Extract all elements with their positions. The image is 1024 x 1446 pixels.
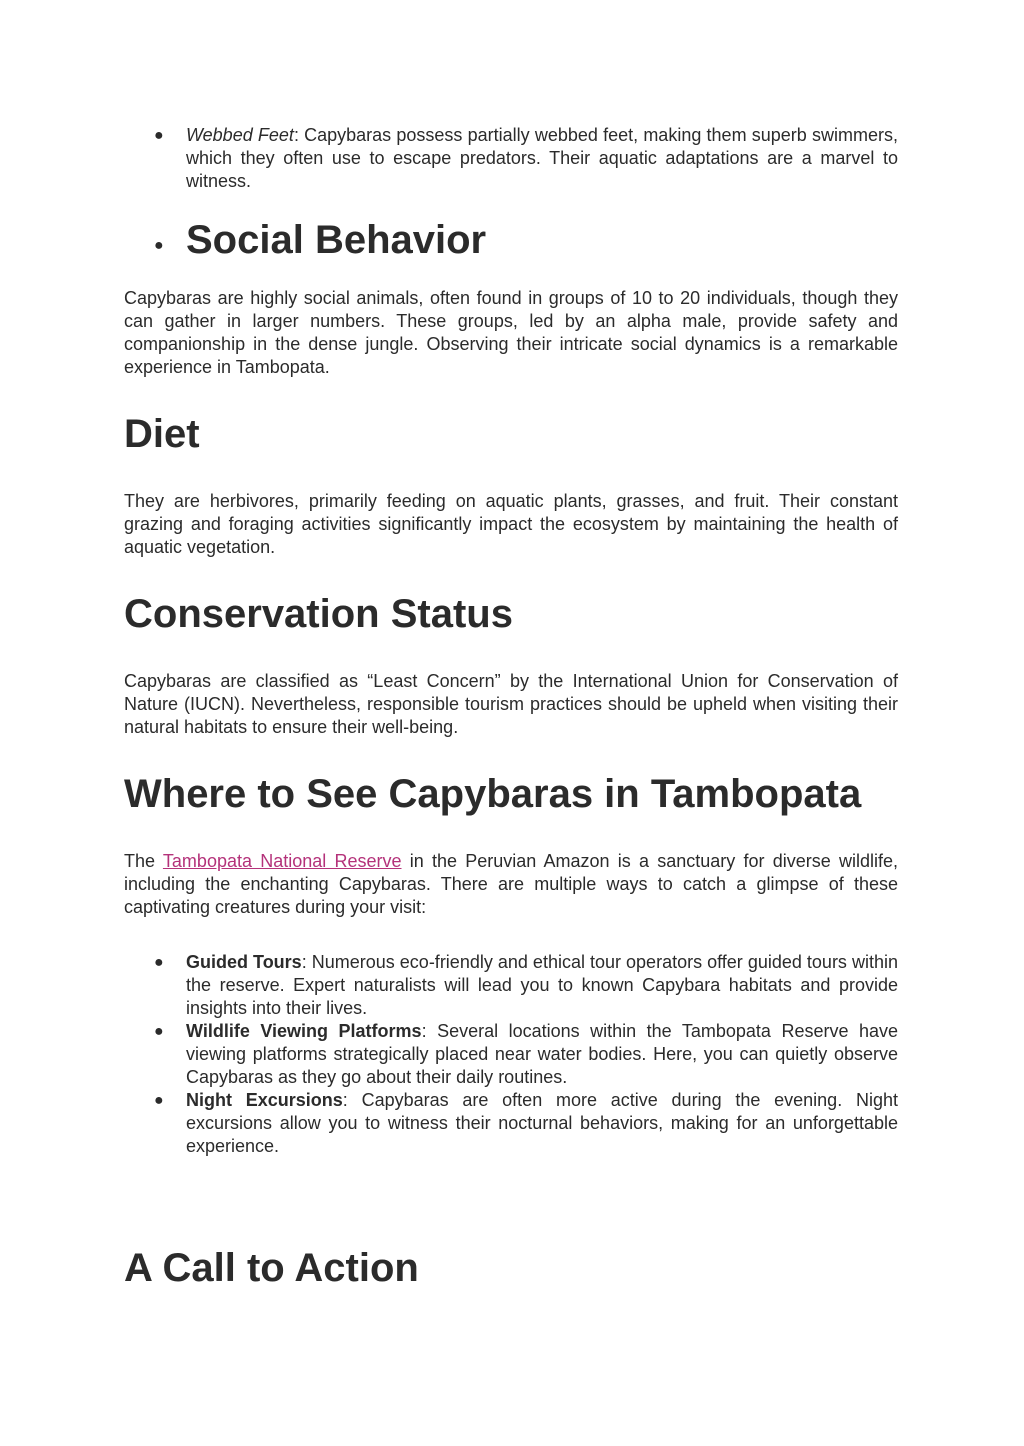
webbed-feet-list — [124, 124, 898, 193]
where-heading: Where to See Capybaras in Tambopata — [124, 772, 862, 816]
item-term: Wildlife Viewing Platforms — [186, 1021, 422, 1041]
conservation-heading: Conservation Status — [124, 592, 513, 636]
list-item — [124, 124, 898, 193]
list-item — [124, 1020, 898, 1089]
diet-body: They are herbivores, primarily feeding on aquatic plants, grasses, and fruit. Their constant grazing and foraging activities significantly impact the ecosystem by maintaining the health of aquatic vegetation. — [124, 491, 898, 557]
bullet-icon: ● — [154, 127, 164, 144]
tambopata-reserve-link[interactable]: Tambopata National Reserve — [162, 851, 402, 871]
item-term: Night Excursions — [186, 1090, 343, 1110]
where-intro — [124, 850, 898, 919]
social-behavior-heading: Social Behavior — [186, 218, 487, 262]
bullet-icon: ● — [154, 954, 164, 971]
where-list — [124, 951, 898, 1158]
conservation-body: Capybaras are classified as “Least Concern” by the International Union for Conservation of Nature (IUCN). Nevertheless, responsible tourism practices should be upheld when visiting their natural habitats to ensure their well-being. — [124, 671, 898, 737]
item-term: Guided Tours — [186, 952, 302, 972]
list-item — [124, 951, 898, 1020]
webbed-feet-term: Webbed Feet — [186, 125, 294, 145]
bullet-icon: ● — [154, 1023, 164, 1040]
item-text: : Capybaras are often more active during the evening. Night excursions allow you to witness their nocturnal behaviors, making for an unforgettable experience. — [186, 1090, 898, 1156]
where-intro-before: The — [124, 851, 163, 871]
item-text: : Numerous eco-friendly and ethical tour operators offer guided tours within the reserve. Expert naturalists will lead you to known Capybara habitats and provide insights into their lives. — [186, 952, 898, 1018]
social-behavior-body: Capybaras are highly social animals, often found in groups of 10 to 20 individuals, though they can gather in larger numbers. These groups, led by an alpha male, provide safety and companionship in the dense jungle. Observing their intricate social dynamics is a remarkable experience in Tambopata. — [124, 288, 898, 377]
list-item — [124, 1089, 898, 1158]
diet-heading: Diet — [124, 412, 200, 456]
where-intro-after: in the Peruvian Amazon is a sanctuary for diverse wildlife, including the enchanting Capybaras. There are multiple ways to catch a glimpse of these captivating creatures during your visit: — [124, 851, 898, 917]
call-to-action-heading: A Call to Action — [124, 1246, 419, 1290]
bullet-icon: ● — [154, 237, 164, 254]
bullet-icon: ● — [154, 1092, 164, 1109]
social-behavior-heading-row — [124, 216, 960, 264]
item-text: : Several locations within the Tambopata Reserve have viewing platforms strategically placed near water bodies. Here, you can quietly observe Capybaras as they go about their daily routines. — [186, 1021, 899, 1087]
webbed-feet-text: : Capybaras possess partially webbed feet, making them superb swimmers, which they often use to escape predators. Their aquatic adaptations are a marvel to witness. — [186, 125, 898, 191]
